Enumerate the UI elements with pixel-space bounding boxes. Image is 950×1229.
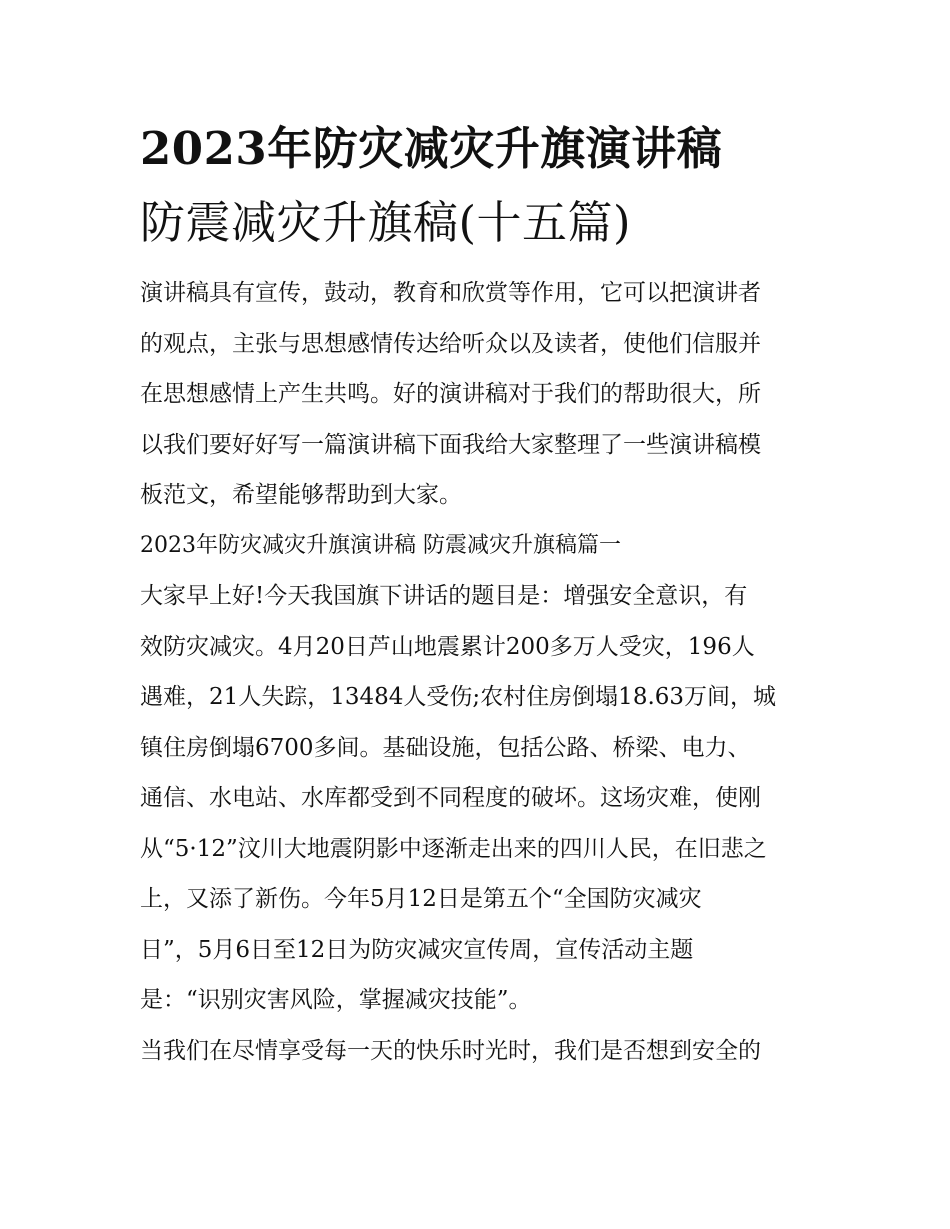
intro-line: 在思想感情上产生共鸣。好的演讲稿对于我们的帮助很大，所 — [140, 381, 761, 407]
document-page — [140, 118, 820, 1076]
section-heading: 2023年防灾减灾升旗演讲稿 防震减灾升旗稿篇一 — [140, 532, 621, 558]
title-line-1: 2023年防灾减灾升旗演讲稿 — [140, 122, 723, 175]
intro-line: 以我们要好好写一篇演讲稿下面我给大家整理了一些演讲稿模 — [140, 431, 761, 458]
body-line: 遇难，21人失踪，13484人受伤;农村住房倒塌18.63万间，城 — [140, 684, 777, 710]
body-line: 镇住房倒塌6700多间。基础设施，包括公路、桥梁、电力、 — [140, 734, 751, 761]
next-paragraph-line: 当我们在尽情享受每一天的快乐时光时，我们是否想到安全的 — [140, 1037, 761, 1064]
body-line: 日”，5月6日至12日为防灾减灾宣传周，宣传活动主题 — [140, 936, 694, 963]
intro-line: 板范文，希望能够帮助到大家。 — [140, 482, 462, 508]
body-line: 大家早上好!今天我国旗下讲话的题目是：增强安全意识，有 — [140, 583, 748, 609]
body-line: 上，又添了新伤。今年5月12日是第五个“全国防灾减灾 — [140, 886, 702, 912]
body-paragraph — [140, 571, 820, 1026]
body-line: 通信、水电站、水库都受到不同程度的破坏。这场灾难，使刚 — [140, 785, 761, 811]
intro-paragraph — [140, 268, 820, 521]
body-line: 效防灾减灾。4月20日芦山地震累计200多万人受灾，196人 — [140, 633, 755, 660]
body-line: 从“5·12”汶川大地震阴影中逐渐走出来的四川人民，在旧悲之 — [140, 835, 767, 862]
intro-line: 的观点，主张与思想感情传达给听众以及读者，使他们信服并 — [140, 330, 761, 357]
intro-line: 演讲稿具有宣传，鼓动，教育和欣赏等作用，它可以把演讲者 — [140, 280, 761, 306]
title-line-2: 防震减灾升旗稿(十五篇) — [140, 196, 632, 249]
body-line: 是：“识别灾害风险，掌握减灾技能”。 — [140, 987, 532, 1013]
